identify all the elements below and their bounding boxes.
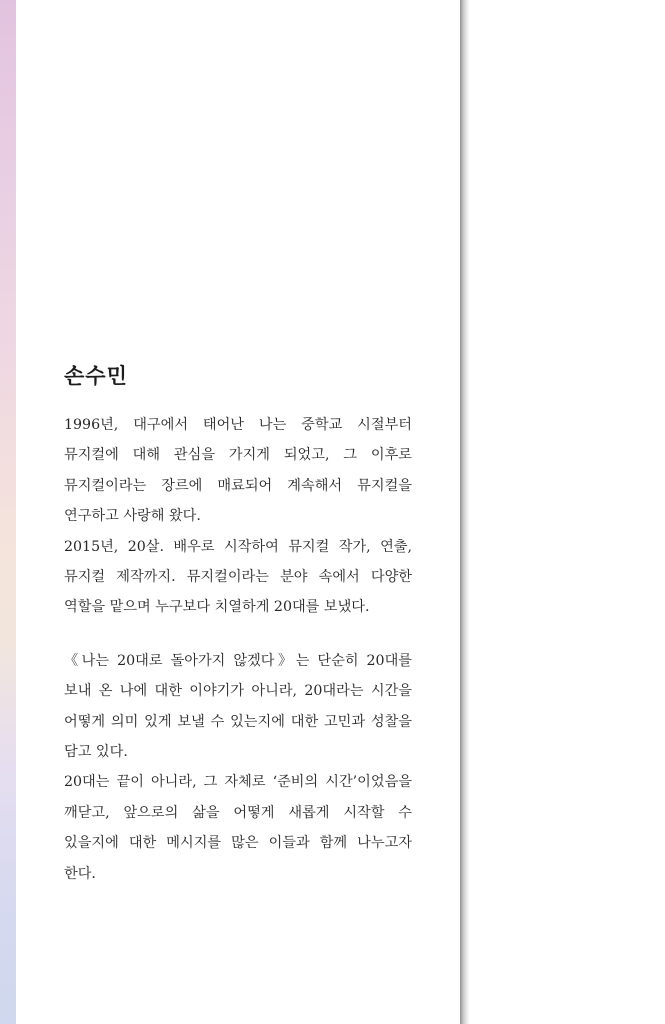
author-bio: [64, 410, 412, 623]
flap-fold-shadow: [460, 0, 470, 1024]
book-paragraph: 20대는 끝이 아니라, 그 자체로 ‘준비의 시간’이었음을 깨닫고, 앞으로의 삶을 어떻게 새롭게 시작할 수 있을지에 대한 메시지를 많은 이들과 함께 나누고자 한다.: [64, 774, 412, 882]
bio-paragraph: 1996년, 대구에서 태어난 나는 중학교 시절부터 뮤지컬에 대해 관심을 가지게 되었고, 그 이후로 뮤지컬이라는 장르에 매료되어 계속해서 뮤지컬을 연구하고 사랑해 왔다.: [64, 417, 412, 525]
cover-edge-strip: [0, 0, 16, 1024]
bio-paragraph: 2015년, 20살. 배우로 시작하여 뮤지컬 작가, 연출, 뮤지컬 제작까지. 뮤지컬이라는 분야 속에서 다양한 역할을 맡으며 누구보다 치열하게 20대를 보냈다.: [64, 538, 412, 616]
book-description: [64, 646, 412, 889]
author-section: [64, 360, 412, 889]
author-name: 손수민: [64, 364, 128, 388]
blank-page-area: [470, 0, 665, 1024]
book-paragraph: 《나는 20대로 돌아가지 않겠다》는 단순히 20대를 보내 온 나에 대한 이야기가 아니라, 20대라는 시간을 어떻게 의미 있게 보낼 수 있는지에 대한 고민과 성찰을 담고 있다.: [64, 652, 412, 761]
paragraph-gap: [64, 623, 412, 646]
